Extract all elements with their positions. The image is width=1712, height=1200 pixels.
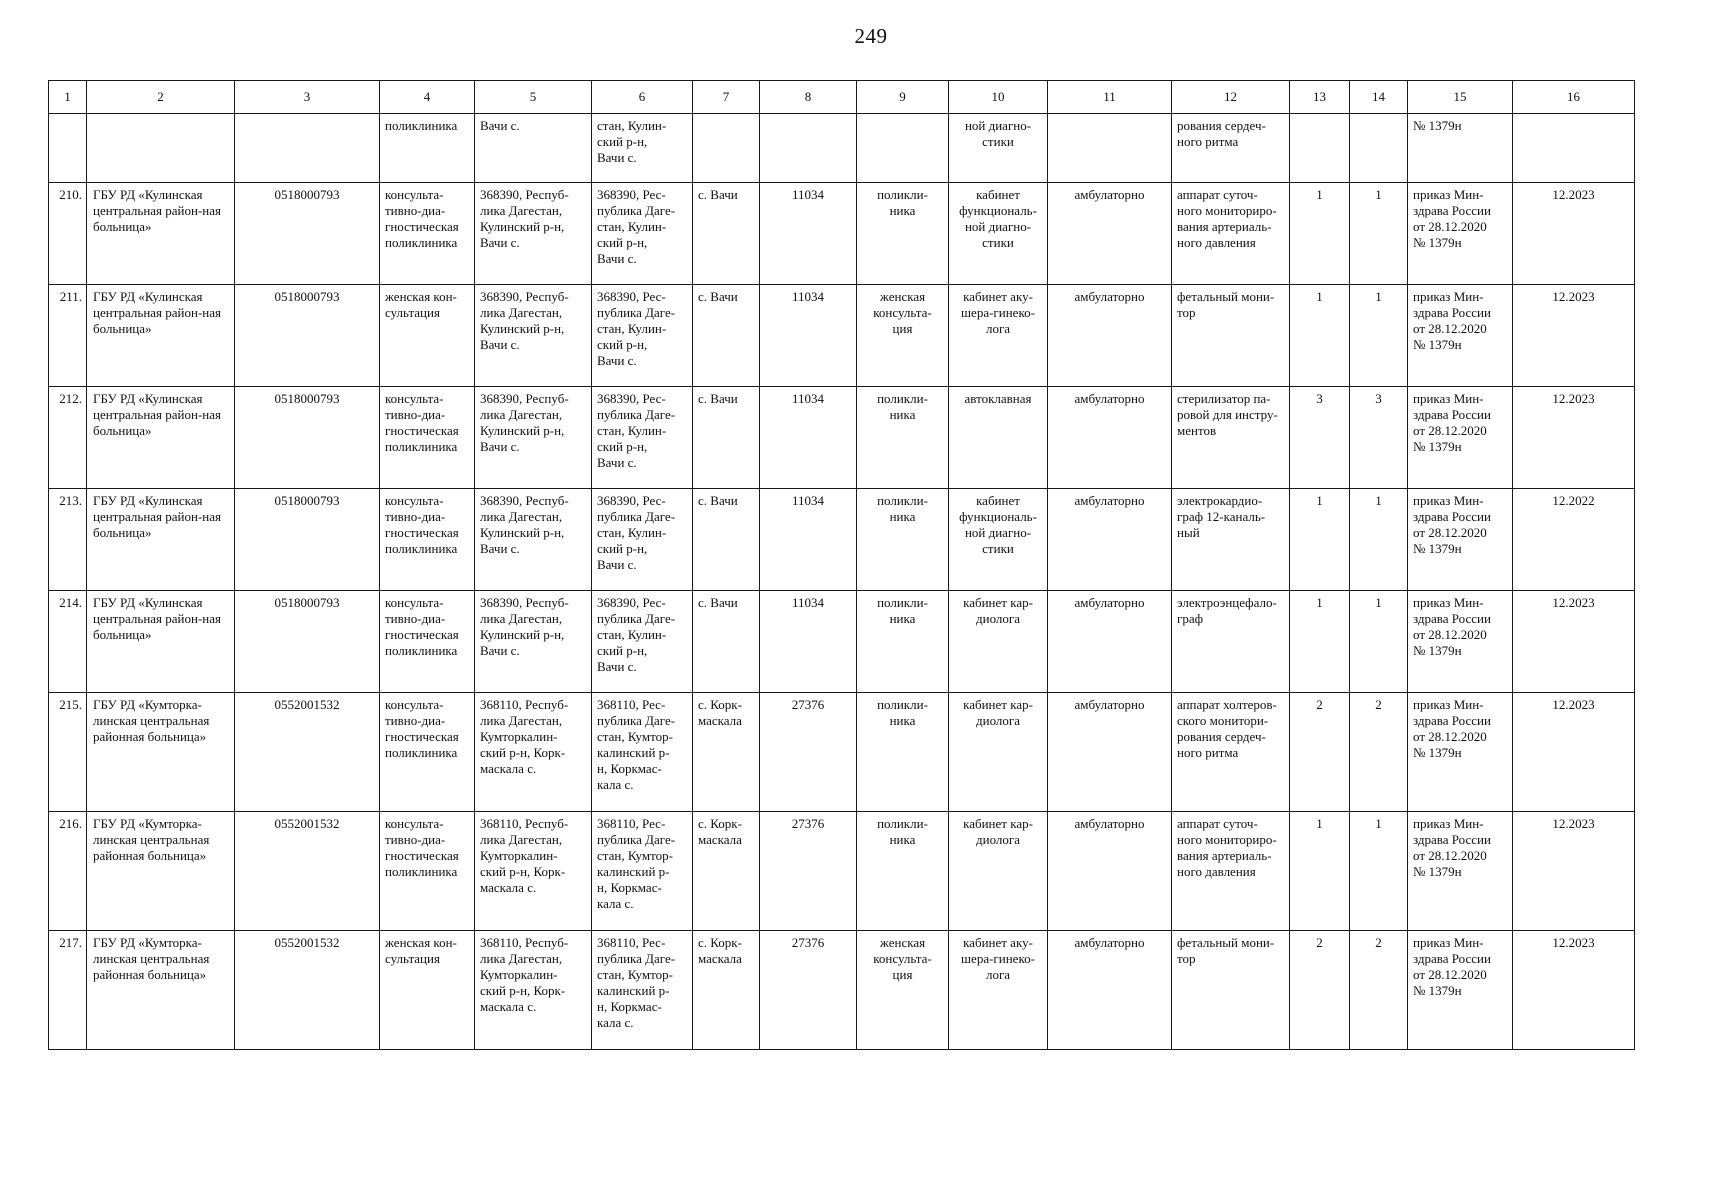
- cell-c6: 368390, Рес- публика Даге- стан, Кулин- ский р-н, Вачи с.: [592, 285, 693, 387]
- cell-c11: амбулаторно: [1048, 812, 1172, 931]
- column-header-1: 1: [49, 81, 87, 114]
- column-header-8: 8: [760, 81, 857, 114]
- cell-c2: ГБУ РД «Кулинская центральная район-ная больница»: [87, 489, 235, 591]
- cell-c1: 217.: [49, 931, 87, 1050]
- cell-c4: консульта- тивно-диа- гностическая поликлиника: [380, 387, 475, 489]
- cell-c14: 2: [1350, 693, 1408, 812]
- cell-c8: [760, 114, 857, 183]
- cell-c5: 368110, Респуб- лика Дагестан, Кумторкалин- ский р-н, Корк- маскала с.: [475, 812, 592, 931]
- cell-c10: автоклавная: [949, 387, 1048, 489]
- cell-c6: 368110, Рес- публика Даге- стан, Кумтор- калинский р- н, Коркмас- кала с.: [592, 693, 693, 812]
- cell-c13: 2: [1290, 693, 1350, 812]
- table-row: [49, 591, 1635, 693]
- cell-c5: 368390, Респуб- лика Дагестан, Кулинский р-н, Вачи с.: [475, 489, 592, 591]
- column-header-3: 3: [235, 81, 380, 114]
- column-header-10: 10: [949, 81, 1048, 114]
- cell-c7: с. Вачи: [693, 489, 760, 591]
- cell-c16: [1513, 114, 1635, 183]
- cell-c4: женская кон- сультация: [380, 285, 475, 387]
- cell-c11: амбулаторно: [1048, 693, 1172, 812]
- cell-c16: 12.2022: [1513, 489, 1635, 591]
- cell-c5: 368390, Респуб- лика Дагестан, Кулинский р-н, Вачи с.: [475, 285, 592, 387]
- cell-c13: [1290, 114, 1350, 183]
- cell-c14: 2: [1350, 931, 1408, 1050]
- cell-c10: кабинет функциональ- ной диагно- стики: [949, 183, 1048, 285]
- cell-c9: женская консульта- ция: [857, 285, 949, 387]
- cell-c15: № 1379н: [1408, 114, 1513, 183]
- column-header-2: 2: [87, 81, 235, 114]
- cell-c12: стерилизатор па- ровой для инстру- ментов: [1172, 387, 1290, 489]
- column-number-row: [49, 81, 1635, 114]
- cell-c11: амбулаторно: [1048, 931, 1172, 1050]
- cell-c3: 0552001532: [235, 812, 380, 931]
- cell-c1: 212.: [49, 387, 87, 489]
- table-row: [49, 285, 1635, 387]
- cell-c8: 27376: [760, 931, 857, 1050]
- cell-c12: электрокардио- граф 12-каналь- ный: [1172, 489, 1290, 591]
- column-header-12: 12: [1172, 81, 1290, 114]
- cell-c6: 368390, Рес- публика Даге- стан, Кулин- ский р-н, Вачи с.: [592, 183, 693, 285]
- cell-c10: кабинет кар- диолога: [949, 693, 1048, 812]
- cell-c10: кабинет функциональ- ной диагно- стики: [949, 489, 1048, 591]
- cell-c1: 213.: [49, 489, 87, 591]
- cell-c7: с. Корк- маскала: [693, 693, 760, 812]
- cell-c10: кабинет аку- шера-гинеко- лога: [949, 931, 1048, 1050]
- cell-c2: ГБУ РД «Кумторка-линская центральная районная больница»: [87, 931, 235, 1050]
- cell-c7: [693, 114, 760, 183]
- cell-c12: электроэнцефало- граф: [1172, 591, 1290, 693]
- cell-c4: женская кон- сультация: [380, 931, 475, 1050]
- cell-c7: с. Корк- маскала: [693, 812, 760, 931]
- page-number: 249: [854, 24, 888, 48]
- cell-c3: 0518000793: [235, 489, 380, 591]
- cell-c15: приказ Мин- здрава России от 28.12.2020 № 1379н: [1408, 812, 1513, 931]
- cell-c12: аппарат суточ- ного мониториро- вания артериаль- ного давления: [1172, 812, 1290, 931]
- cell-c16: 12.2023: [1513, 387, 1635, 489]
- cell-c13: 1: [1290, 812, 1350, 931]
- cell-c7: с. Вачи: [693, 183, 760, 285]
- table-row: [49, 489, 1635, 591]
- column-header-13: 13: [1290, 81, 1350, 114]
- cell-c9: [857, 114, 949, 183]
- column-header-9: 9: [857, 81, 949, 114]
- column-header-7: 7: [693, 81, 760, 114]
- column-header-14: 14: [1350, 81, 1408, 114]
- cell-c8: 11034: [760, 285, 857, 387]
- cell-c5: 368390, Респуб- лика Дагестан, Кулинский р-н, Вачи с.: [475, 387, 592, 489]
- cell-c15: приказ Мин- здрава России от 28.12.2020 № 1379н: [1408, 931, 1513, 1050]
- cell-c9: поликли- ника: [857, 387, 949, 489]
- cell-c11: амбулаторно: [1048, 489, 1172, 591]
- cell-c4: консульта- тивно-диа- гностическая поликлиника: [380, 489, 475, 591]
- cell-c9: поликли- ника: [857, 591, 949, 693]
- column-header-6: 6: [592, 81, 693, 114]
- cell-c16: 12.2023: [1513, 693, 1635, 812]
- cell-c5: 368390, Респуб- лика Дагестан, Кулинский р-н, Вачи с.: [475, 183, 592, 285]
- cell-c7: с. Вачи: [693, 285, 760, 387]
- cell-c11: амбулаторно: [1048, 285, 1172, 387]
- cell-c5: Вачи с.: [475, 114, 592, 183]
- equipment-table-wrap: [48, 80, 1634, 1050]
- cell-c12: рования сердеч- ного ритма: [1172, 114, 1290, 183]
- cell-c13: 3: [1290, 387, 1350, 489]
- cell-c12: фетальный мони- тор: [1172, 931, 1290, 1050]
- column-header-15: 15: [1408, 81, 1513, 114]
- cell-c11: амбулаторно: [1048, 591, 1172, 693]
- cell-c9: поликли- ника: [857, 489, 949, 591]
- table-row: [49, 931, 1635, 1050]
- cell-c15: приказ Мин- здрава России от 28.12.2020 № 1379н: [1408, 285, 1513, 387]
- column-header-16: 16: [1513, 81, 1635, 114]
- cell-c12: аппарат суточ- ного мониториро- вания артериаль- ного давления: [1172, 183, 1290, 285]
- cell-c13: 1: [1290, 489, 1350, 591]
- cell-c14: 1: [1350, 285, 1408, 387]
- cell-c1: [49, 114, 87, 183]
- cell-c3: 0518000793: [235, 387, 380, 489]
- cell-c2: ГБУ РД «Кумторка-линская центральная районная больница»: [87, 812, 235, 931]
- cell-c16: 12.2023: [1513, 812, 1635, 931]
- cell-c4: консульта- тивно-диа- гностическая поликлиника: [380, 693, 475, 812]
- cell-c1: 211.: [49, 285, 87, 387]
- cell-c3: [235, 114, 380, 183]
- cell-c3: 0518000793: [235, 285, 380, 387]
- cell-c9: женская консульта- ция: [857, 931, 949, 1050]
- cell-c8: 11034: [760, 183, 857, 285]
- cell-c11: амбулаторно: [1048, 387, 1172, 489]
- cell-c16: 12.2023: [1513, 931, 1635, 1050]
- cell-c1: 216.: [49, 812, 87, 931]
- column-header-4: 4: [380, 81, 475, 114]
- cell-c11: [1048, 114, 1172, 183]
- cell-c10: кабинет аку- шера-гинеко- лога: [949, 285, 1048, 387]
- cell-c11: амбулаторно: [1048, 183, 1172, 285]
- table-row: [49, 812, 1635, 931]
- cell-c5: 368390, Респуб- лика Дагестан, Кулинский р-н, Вачи с.: [475, 591, 592, 693]
- table-row: [49, 183, 1635, 285]
- cell-c10: ной диагно- стики: [949, 114, 1048, 183]
- table-row: [49, 693, 1635, 812]
- cell-c16: 12.2023: [1513, 285, 1635, 387]
- cell-c6: 368390, Рес- публика Даге- стан, Кулин- ский р-н, Вачи с.: [592, 489, 693, 591]
- cell-c12: фетальный мони- тор: [1172, 285, 1290, 387]
- cell-c5: 368110, Респуб- лика Дагестан, Кумторкалин- ский р-н, Корк- маскала с.: [475, 931, 592, 1050]
- cell-c14: 1: [1350, 183, 1408, 285]
- column-header-5: 5: [475, 81, 592, 114]
- cell-c15: приказ Мин- здрава России от 28.12.2020 № 1379н: [1408, 183, 1513, 285]
- cell-c3: 0552001532: [235, 693, 380, 812]
- cell-c6: 368390, Рес- публика Даге- стан, Кулин- ский р-н, Вачи с.: [592, 387, 693, 489]
- cell-c12: аппарат холтеров- ского монитори- рования сердеч- ного ритма: [1172, 693, 1290, 812]
- cell-c2: ГБУ РД «Кумторка-линская центральная районная больница»: [87, 693, 235, 812]
- cell-c16: 12.2023: [1513, 183, 1635, 285]
- cell-c15: приказ Мин- здрава России от 28.12.2020 № 1379н: [1408, 693, 1513, 812]
- cell-c6: 368110, Рес- публика Даге- стан, Кумтор- калинский р- н, Коркмас- кала с.: [592, 812, 693, 931]
- cell-c7: с. Вачи: [693, 591, 760, 693]
- cell-c9: поликли- ника: [857, 812, 949, 931]
- cell-c7: с. Корк- маскала: [693, 931, 760, 1050]
- cell-c6: стан, Кулин- ский р-н, Вачи с.: [592, 114, 693, 183]
- cell-c2: [87, 114, 235, 183]
- cell-c14: 3: [1350, 387, 1408, 489]
- equipment-table: [48, 80, 1635, 1050]
- cell-c9: поликли- ника: [857, 183, 949, 285]
- cell-c4: консульта- тивно-диа- гностическая поликлиника: [380, 183, 475, 285]
- cell-c10: кабинет кар- диолога: [949, 591, 1048, 693]
- cell-c6: 368110, Рес- публика Даге- стан, Кумтор- калинский р- н, Коркмас- кала с.: [592, 931, 693, 1050]
- cell-c14: 1: [1350, 489, 1408, 591]
- cell-c5: 368110, Респуб- лика Дагестан, Кумторкалин- ский р-н, Корк- маскала с.: [475, 693, 592, 812]
- cell-c6: 368390, Рес- публика Даге- стан, Кулин- ский р-н, Вачи с.: [592, 591, 693, 693]
- cell-c2: ГБУ РД «Кулинская центральная район-ная больница»: [87, 183, 235, 285]
- cell-c10: кабинет кар- диолога: [949, 812, 1048, 931]
- cell-c2: ГБУ РД «Кулинская центральная район-ная больница»: [87, 591, 235, 693]
- cell-c15: приказ Мин- здрава России от 28.12.2020 № 1379н: [1408, 387, 1513, 489]
- column-header-11: 11: [1048, 81, 1172, 114]
- cell-c8: 27376: [760, 693, 857, 812]
- cell-c4: поликлиника: [380, 114, 475, 183]
- cell-c4: консульта- тивно-диа- гностическая поликлиника: [380, 591, 475, 693]
- cell-c16: 12.2023: [1513, 591, 1635, 693]
- cell-c8: 27376: [760, 812, 857, 931]
- cell-c2: ГБУ РД «Кулинская центральная район-ная больница»: [87, 387, 235, 489]
- cell-c1: 215.: [49, 693, 87, 812]
- cell-c7: с. Вачи: [693, 387, 760, 489]
- table-row: [49, 387, 1635, 489]
- cell-c3: 0518000793: [235, 591, 380, 693]
- cell-c8: 11034: [760, 387, 857, 489]
- cell-c15: приказ Мин- здрава России от 28.12.2020 № 1379н: [1408, 591, 1513, 693]
- cell-c13: 1: [1290, 591, 1350, 693]
- cell-c3: 0518000793: [235, 183, 380, 285]
- cell-c1: 210.: [49, 183, 87, 285]
- cell-c4: консульта- тивно-диа- гностическая поликлиника: [380, 812, 475, 931]
- continuation-row: [49, 114, 1635, 183]
- cell-c8: 11034: [760, 489, 857, 591]
- cell-c2: ГБУ РД «Кулинская центральная район-ная больница»: [87, 285, 235, 387]
- cell-c13: 1: [1290, 285, 1350, 387]
- cell-c14: [1350, 114, 1408, 183]
- cell-c8: 11034: [760, 591, 857, 693]
- cell-c14: 1: [1350, 812, 1408, 931]
- cell-c13: 1: [1290, 183, 1350, 285]
- cell-c3: 0552001532: [235, 931, 380, 1050]
- cell-c9: поликли- ника: [857, 693, 949, 812]
- cell-c1: 214.: [49, 591, 87, 693]
- cell-c14: 1: [1350, 591, 1408, 693]
- cell-c15: приказ Мин- здрава России от 28.12.2020 № 1379н: [1408, 489, 1513, 591]
- cell-c13: 2: [1290, 931, 1350, 1050]
